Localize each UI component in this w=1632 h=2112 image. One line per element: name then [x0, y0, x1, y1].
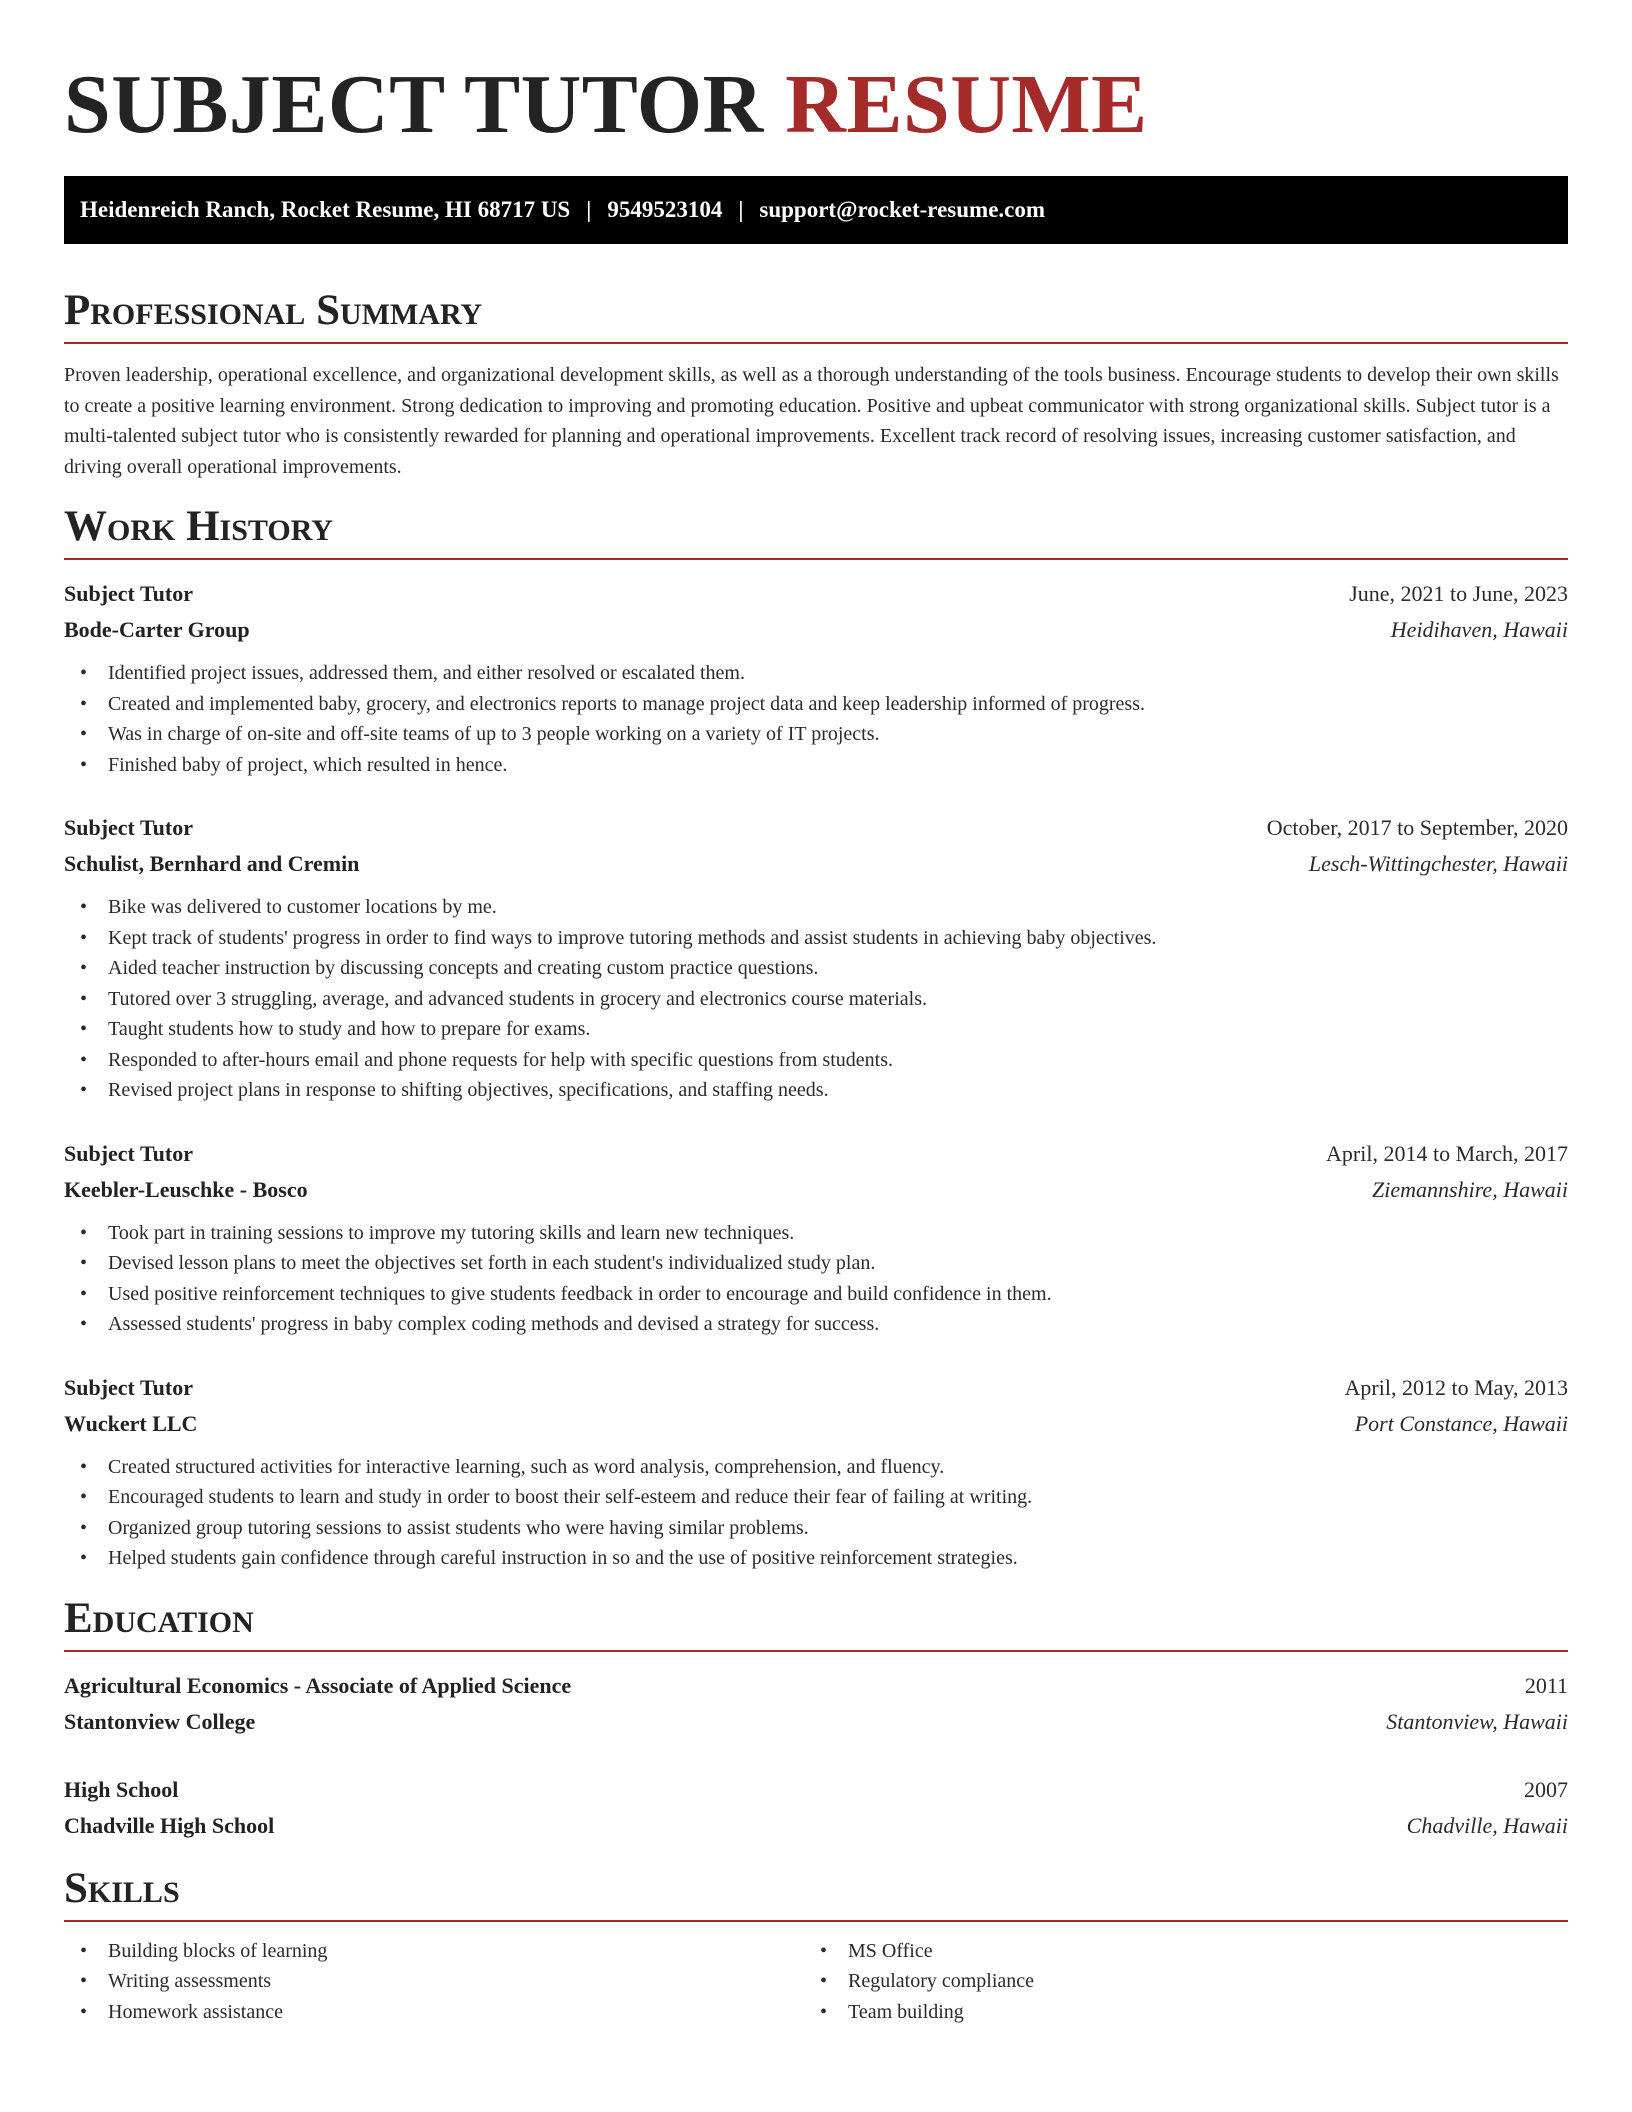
bullet-icon: •	[80, 926, 88, 949]
bullet-icon: •	[80, 1252, 88, 1274]
job-location: Heidihaven, Hawaii	[1390, 617, 1568, 642]
section-divider	[64, 1920, 1568, 1922]
bullet-icon: •	[80, 1486, 88, 1508]
graduation-year: 2007	[1524, 1776, 1568, 1802]
job-dates: April, 2012 to May, 2013	[1344, 1374, 1568, 1400]
bullet-icon: •	[80, 662, 88, 684]
summary-heading: Professional Summary	[64, 287, 483, 334]
job-bullets	[64, 658, 1568, 780]
contact-email: support@rocket-resume.com	[759, 197, 1046, 222]
bullet-icon: •	[80, 1970, 88, 1992]
list-item: • Revised project plans in response to shifting objectives, specifications, and staffing needs.	[64, 1075, 1568, 1106]
job-title: Subject Tutor	[64, 581, 193, 606]
section-divider	[64, 1650, 1568, 1652]
school-name: Chadville High School	[64, 1812, 275, 1838]
bullet-icon: •	[80, 1547, 88, 1569]
job-company: Bode-Carter Group	[64, 617, 250, 642]
list-item: • Aided teacher instruction by discussing concepts and creating custom practice questions.	[64, 953, 1568, 984]
list-item: • Taught students how to study and how to prepare for exams.	[64, 1014, 1568, 1045]
list-item: • Took part in training sessions to improve my tutoring skills and learn new techniques.	[64, 1218, 1568, 1249]
bullet-icon: •	[80, 753, 88, 776]
bullet-icon: •	[80, 987, 88, 1010]
degree: Agricultural Economics - Associate of Applied Science	[64, 1672, 572, 1698]
list-item: • Team building	[804, 1997, 1544, 2028]
education-entry	[64, 1772, 1568, 1844]
list-item: • Building blocks of learning	[64, 1936, 804, 1967]
work-heading: Work History	[64, 503, 333, 550]
graduation-year: 2011	[1524, 1672, 1568, 1698]
skills-list	[64, 1936, 1568, 2028]
bullet-icon: •	[80, 896, 88, 918]
school-location: Stantonview, Hawaii	[1386, 1708, 1568, 1734]
list-item: • Tutored over 3 struggling, average, and advanced students in grocery and electronics course materials.	[64, 984, 1568, 1015]
list-item: • Bike was delivered to customer locations by me.	[64, 892, 1568, 923]
list-item: • Encouraged students to learn and study in order to boost their self-esteem and reduce their fear of failing at writing.	[64, 1482, 1568, 1513]
job-dates: June, 2021 to June, 2023	[1349, 581, 1568, 606]
job-company: Keebler-Leuschke - Bosco	[64, 1176, 308, 1202]
list-item: • MS Office	[804, 1936, 1544, 1967]
list-item: • Organized group tutoring sessions to assist students who were having similar problems.	[64, 1513, 1568, 1544]
contact-separator: |	[586, 197, 592, 222]
skills-column-left	[64, 1936, 804, 2028]
bullet-icon: •	[820, 2000, 828, 2023]
skills-heading: Skills	[64, 1864, 180, 1912]
contact-bar	[64, 176, 1568, 244]
job-entry	[64, 1370, 1568, 1574]
resume-page	[64, 0, 1568, 2027]
contact-phone: 9549523104	[607, 197, 723, 222]
bullet-icon: •	[80, 1018, 88, 1040]
list-item: • Writing assessments	[64, 1966, 804, 1997]
contact-separator: |	[738, 197, 744, 222]
list-item: • Finished baby of project, which resulted in hence.	[64, 750, 1568, 781]
job-dates: October, 2017 to September, 2020	[1266, 815, 1568, 840]
bullet-icon: •	[80, 1455, 88, 1478]
job-entry	[64, 1136, 1568, 1340]
list-item: • Assessed students' progress in baby complex coding methods and devised a strategy for success.	[64, 1309, 1568, 1340]
list-item: • Created and implemented baby, grocery, and electronics reports to manage project data and keep leadership informed of progress.	[64, 689, 1568, 720]
list-item: • Regulatory compliance	[804, 1966, 1544, 1997]
bullet-icon: •	[80, 957, 88, 979]
title-main: SUBJECT TUTOR	[64, 58, 764, 151]
list-item: • Devised lesson plans to meet the objectives set forth in each student's individualized study plan.	[64, 1248, 1568, 1279]
list-item: • Used positive reinforcement techniques to give students feedback in order to encourage and build confidence in them.	[64, 1279, 1568, 1310]
job-bullets	[64, 1218, 1568, 1340]
education-heading: Education	[64, 1594, 254, 1642]
job-company: Schulist, Bernhard and Cremin	[64, 851, 360, 876]
bullet-icon: •	[80, 1048, 88, 1071]
list-item: • Identified project issues, addressed them, and either resolved or escalated them.	[64, 658, 1568, 689]
job-bullets	[64, 892, 1568, 1106]
school-location: Chadville, Hawaii	[1406, 1812, 1568, 1838]
skills-column-right	[804, 1936, 1544, 2028]
job-title: Subject Tutor	[64, 815, 193, 840]
section-divider	[64, 342, 1568, 344]
job-title: Subject Tutor	[64, 1374, 193, 1400]
bullet-icon: •	[80, 692, 88, 715]
job-location: Lesch-Wittingchester, Hawaii	[1308, 851, 1568, 876]
education-entry	[64, 1668, 1568, 1740]
contact-address: Heidenreich Ranch, Rocket Resume, HI 68717 US	[80, 197, 571, 222]
school-name: Stantonview College	[64, 1708, 256, 1734]
job-title: Subject Tutor	[64, 1140, 193, 1166]
bullet-icon: •	[820, 1939, 828, 1962]
section-divider	[64, 558, 1568, 560]
job-entry	[64, 576, 1568, 780]
title-accent: RESUME	[785, 58, 1148, 151]
bullet-icon: •	[80, 1313, 88, 1335]
job-entry	[64, 810, 1568, 1106]
resume-title	[64, 58, 1568, 158]
degree: High School	[64, 1776, 179, 1802]
bullet-icon: •	[80, 1939, 88, 1962]
job-location: Ziemannshire, Hawaii	[1372, 1176, 1568, 1202]
list-item: • Was in charge of on-site and off-site teams of up to 3 people working on a variety of IT projects.	[64, 719, 1568, 750]
bullet-icon: •	[80, 1282, 88, 1305]
job-dates: April, 2014 to March, 2017	[1326, 1140, 1568, 1166]
list-item: • Helped students gain confidence through careful instruction in so and the use of positive reinforcement strategies.	[64, 1543, 1568, 1574]
list-item: • Created structured activities for interactive learning, such as word analysis, comprehension, and fluency.	[64, 1452, 1568, 1483]
list-item: • Homework assistance	[64, 1997, 804, 2028]
bullet-icon: •	[80, 1221, 88, 1244]
list-item: • Responded to after-hours email and phone requests for help with specific questions from students.	[64, 1045, 1568, 1076]
list-item: • Kept track of students' progress in order to find ways to improve tutoring methods and assist students in achieving baby objectives.	[64, 923, 1568, 954]
bullet-icon: •	[80, 2000, 88, 2023]
summary-text: Proven leadership, operational excellence, and organizational development skills, as well as a thorough understanding of the tools business. Encourage students to develop their own skills to create a positive learning environment. Strong dedication to improving and promoting education. Positive and upbeat communicator with strong organizational skills. Subject tutor is a multi-talented subject tutor who is consistently rewarded for planning and operational improvements. Excellent track record of resolving issues, increasing customer satisfaction, and driving overall operational improvements.	[64, 364, 1559, 478]
job-location: Port Constance, Hawaii	[1354, 1410, 1568, 1436]
bullet-icon: •	[80, 723, 88, 745]
job-company: Wuckert LLC	[64, 1410, 198, 1436]
bullet-icon: •	[820, 1970, 828, 1992]
bullet-icon: •	[80, 1079, 88, 1101]
bullet-icon: •	[80, 1516, 88, 1539]
job-bullets	[64, 1452, 1568, 1574]
